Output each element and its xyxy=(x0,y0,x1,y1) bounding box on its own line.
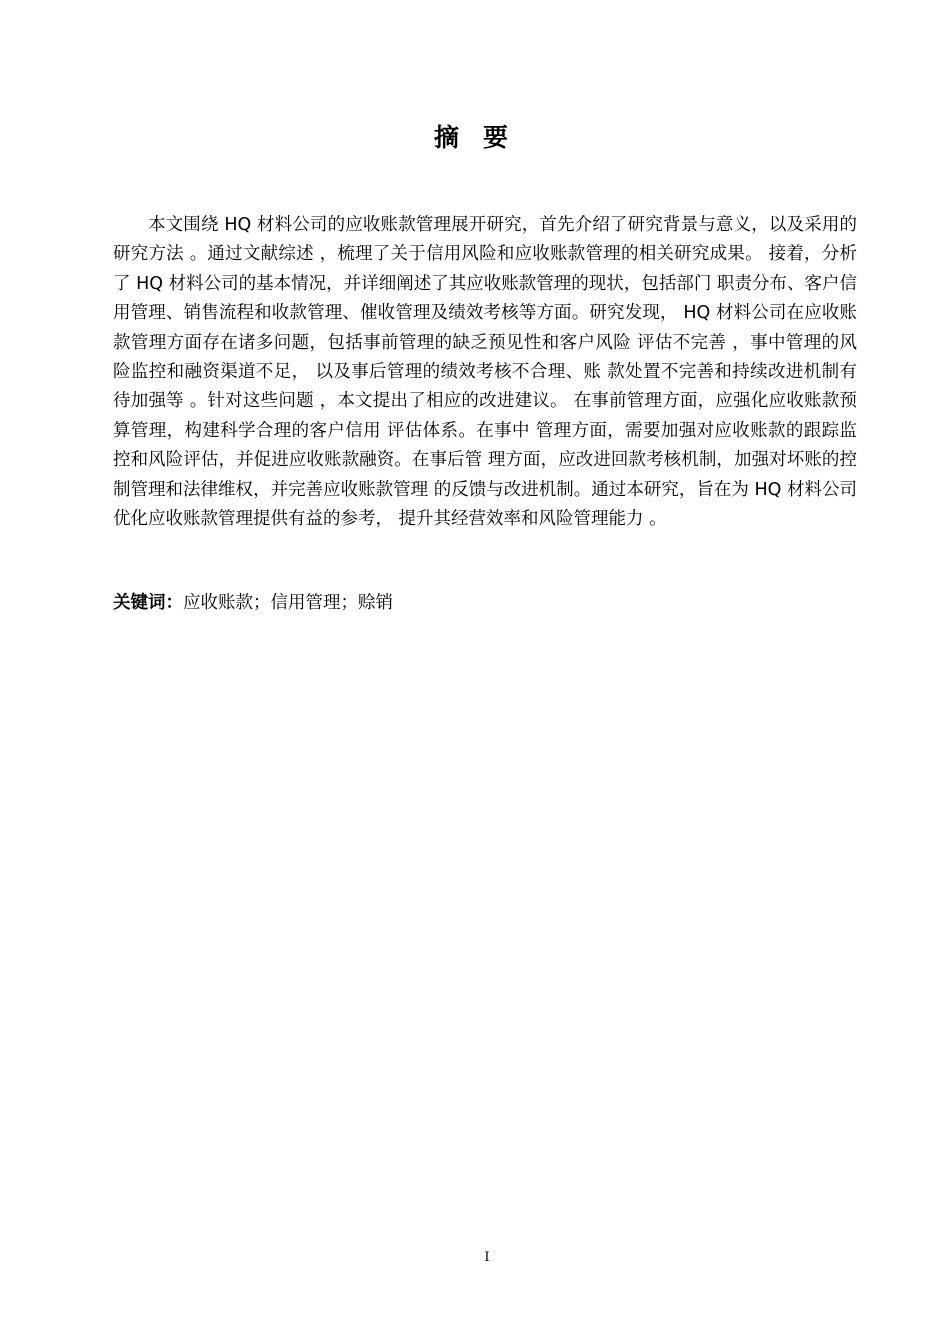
abstract-title: 摘要 xyxy=(433,123,532,152)
page-number: I xyxy=(484,1250,490,1265)
keywords-label: 关键词： xyxy=(113,593,183,613)
keywords-line xyxy=(113,589,857,618)
abstract-paragraph: 本文围绕 HQ 材料公司的应收账款管理展开研究，首先介绍了研究背景与意义，以及采用的研究方法 。通过文献综述 ，梳理了关于信用风险和应收账款管理的相关研究成果。 接着，分析了 HQ 材料公司的基本情况，并详细阐述了其应收账款管理的现状，包括部门 职责分布、客户信用管理、销售流程和收款管理、催收管理及绩效考核等方面。研究发现， HQ 材料公司在应收账款管理方面存在诸多问题，包括事前管理的缺乏预见性和客户风险 评估不完善 ，事中管理的风险监控和融资渠道不足， 以及事后管理的绩效考核不合理、账 款处置不完善和持续改进机制有待加强等 。针对这些问题 ，本文提出了相应的改进建议。 在事前管理方面，应强化应收账款预算管理，构建科学合理的客户信用 评估体系。在事中 管理方面，需要加强对应收账款的跟踪监控和风险评估，并促进应收账款融资。在事后管 理方面，应改进回款考核机制，加强对坏账的控制管理和法律维权，并完善应收账款管理 的反馈与改进机制。通过本研究，旨在为 HQ 材料公司优化应收账款管理提供有益的参考， 提升其经营效率和风险管理能力 。 xyxy=(113,215,857,530)
keywords-text: 应收账款；信用管理；赊销 xyxy=(183,593,393,613)
